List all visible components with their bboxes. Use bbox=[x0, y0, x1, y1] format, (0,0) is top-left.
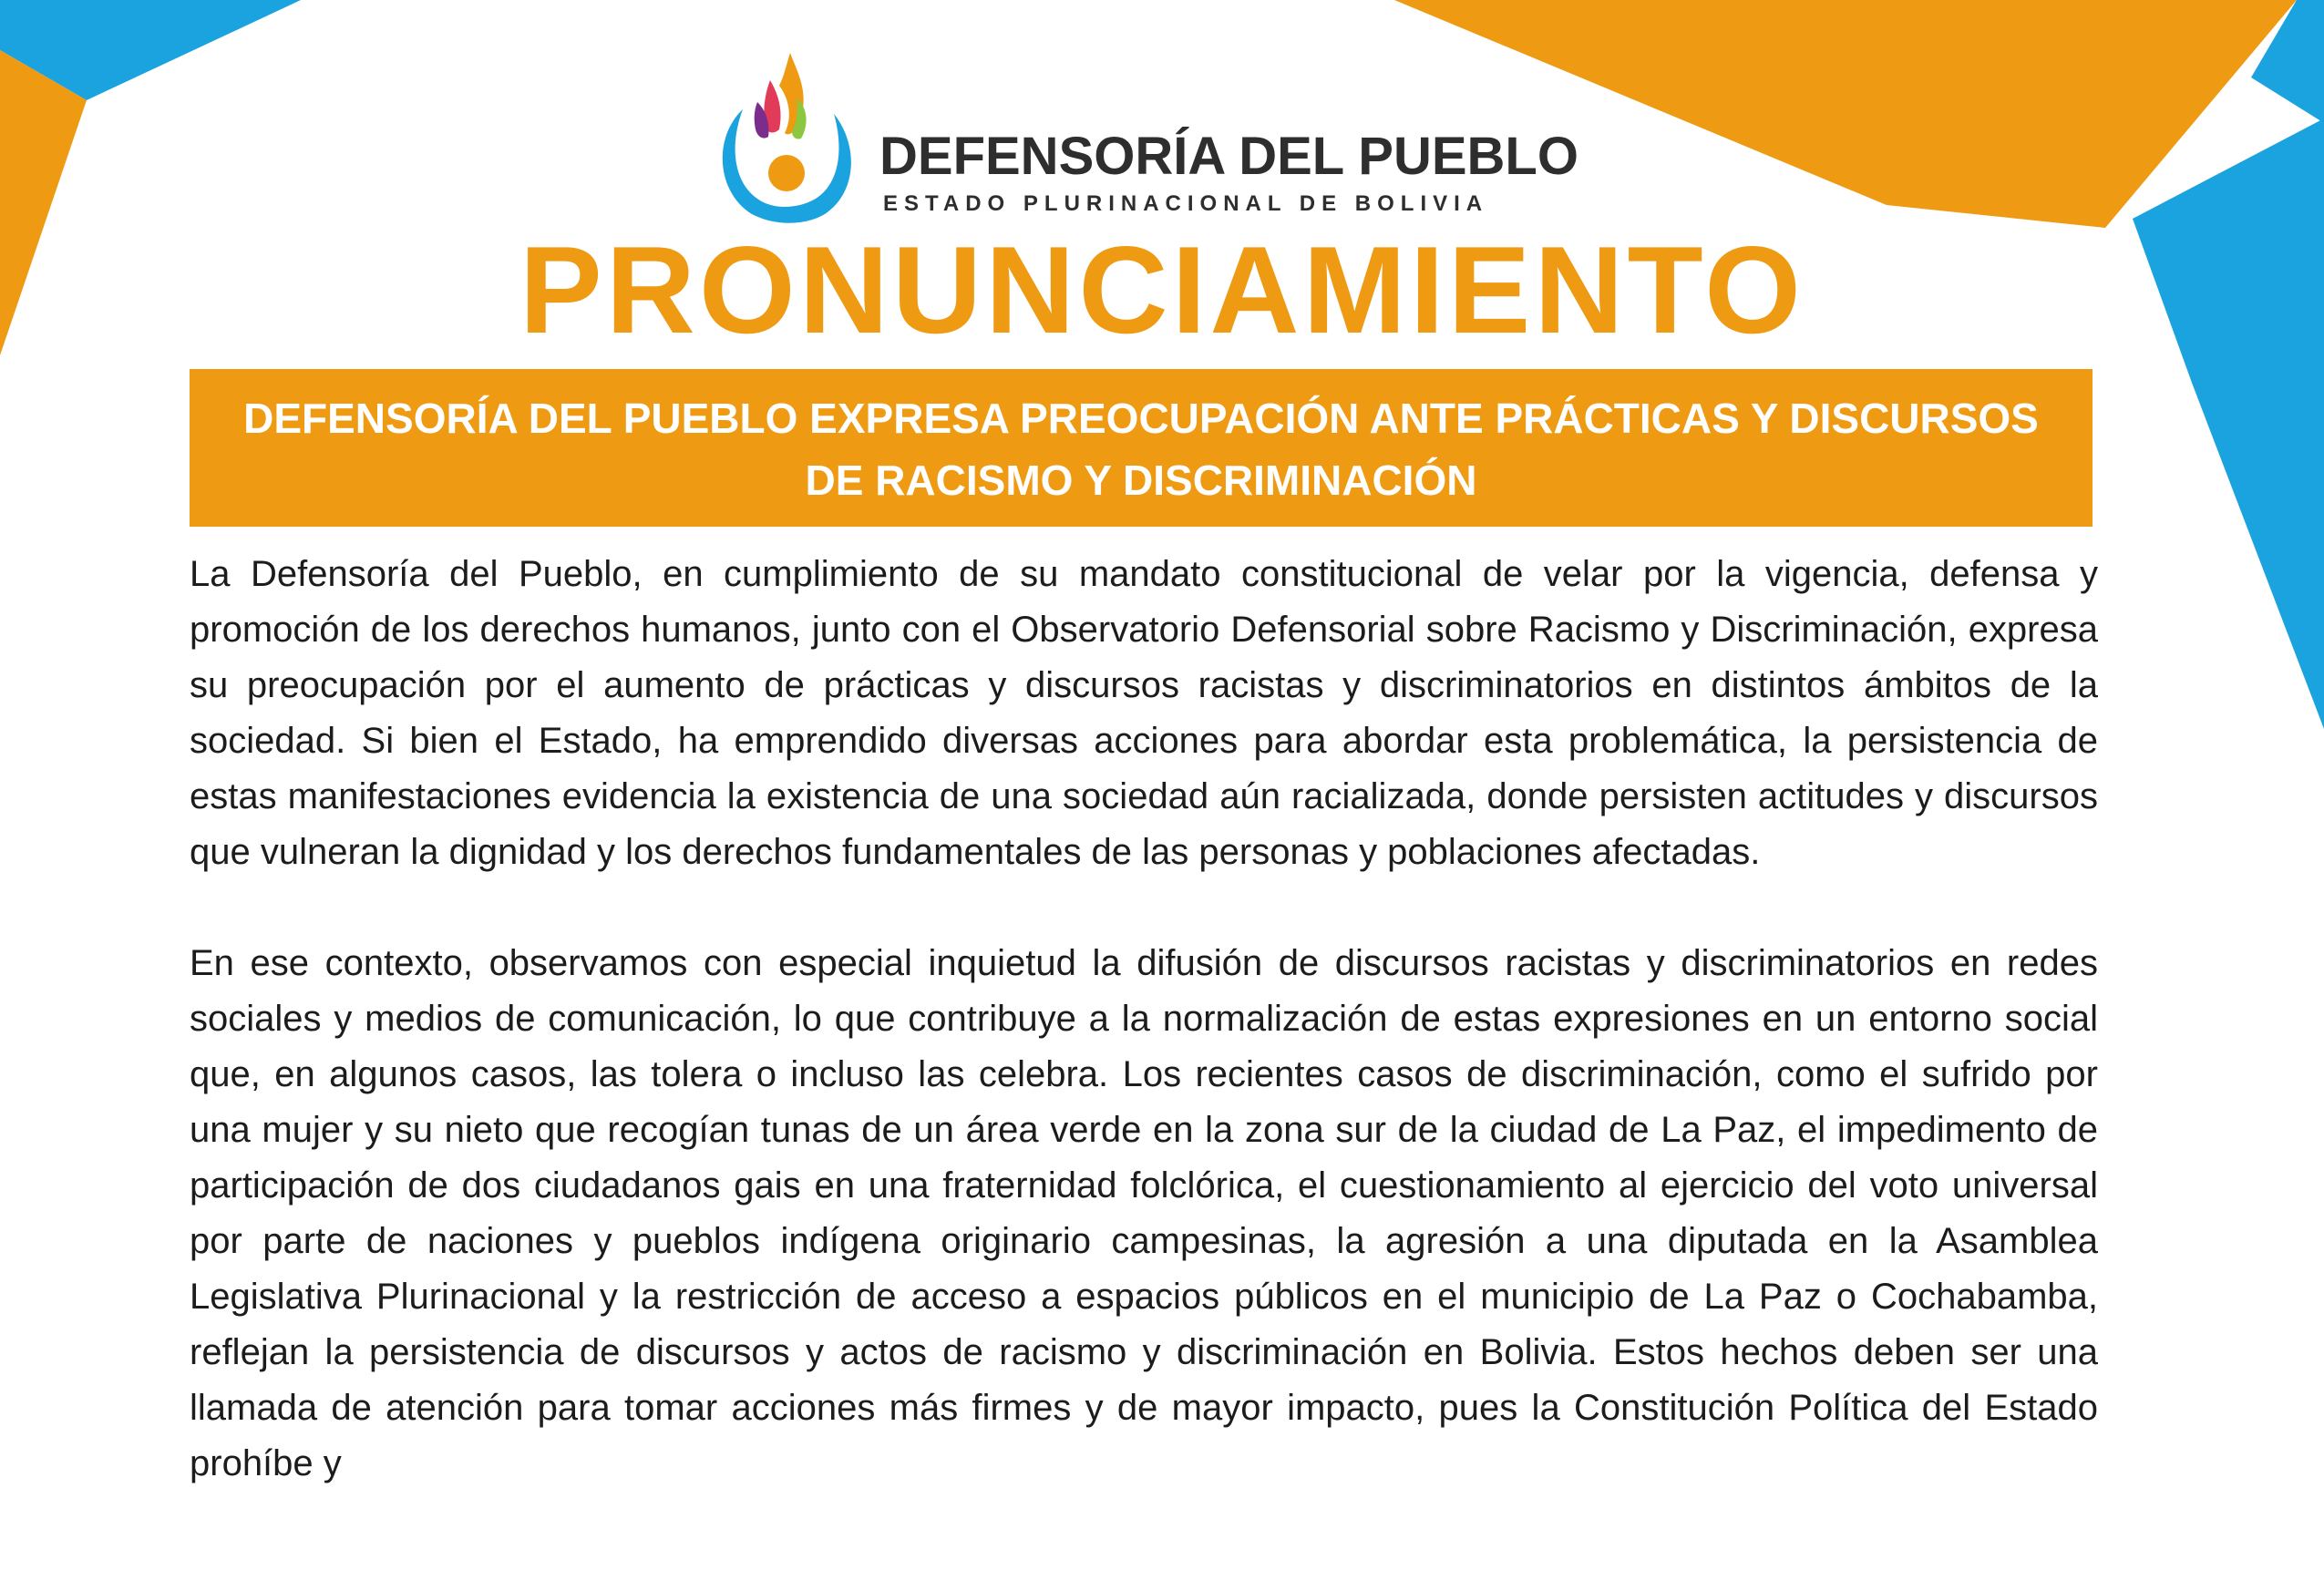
organization-subtitle: ESTADO PLURINACIONAL DE BOLIVIA bbox=[883, 191, 1489, 216]
headline-text: DEFENSORÍA DEL PUEBLO EXPRESA PREOCUPACIÓN ANTE PRÁCTICAS Y DISCURSOS DE RACISMO Y DISCRIMINACIÓN bbox=[243, 395, 2039, 504]
logo bbox=[706, 46, 1578, 228]
headline-banner bbox=[190, 369, 2093, 527]
body-text bbox=[190, 547, 2098, 1547]
flame-hands-logo-icon bbox=[706, 46, 861, 228]
organization-name: DEFENSORÍA DEL PUEBLO bbox=[879, 127, 1578, 186]
paragraph-1: La Defensoría del Pueblo, en cumplimiento de su mandato constitucional de velar por la vigencia, defensa y promoción de los derechos humanos, junto con el Observatorio Defensorial sobre Racismo y Discriminación, expresa su preocupación por el aumento de prácticas y discursos racistas y discriminatorios en distintos ámbitos de la sociedad. Si bien el Estado, ha emprendido diversas acciones para abordar esta problemática, la persistencia de estas manifestaciones evidencia la existencia de una sociedad aún racializada, donde persisten actitudes y discursos que vulneran la dignidad y los derechos fundamentales de las personas y poblaciones afectadas. bbox=[190, 554, 2098, 872]
paragraph-2: En ese contexto, observamos con especial inquietud la difusión de discursos racistas y discriminatorios en redes sociales y medios de comunicación, lo que contribuye a la normalización de estas expresiones en un entorno social que, en algunos casos, las tolera o incluso las celebra. Los recientes casos de discriminación, como el sufrido por una mujer y su nieto que recogían tunas de un área verde en la zona sur de la ciudad de La Paz, el impedimento de participación de dos ciudadanos gais en una fraternidad folclórica, el cuestionamiento al ejercicio del voto universal por parte de naciones y pueblos indígena originario campesinas, la agresión a una diputada en la Asamblea Legislativa Plurinacional y la restricción de acceso a espacios públicos en el municipio de La Paz o Cochabamba, reflejan la persistencia de discursos y actos de racismo y discriminación en Bolivia. Estos hechos deben ser una llamada de atención para tomar acciones más firmes y de mayor impacto, pues la Constitución Política del Estado prohíbe y bbox=[190, 943, 2098, 1483]
page-title: PRONUNCIAMIENTO bbox=[519, 221, 1805, 359]
